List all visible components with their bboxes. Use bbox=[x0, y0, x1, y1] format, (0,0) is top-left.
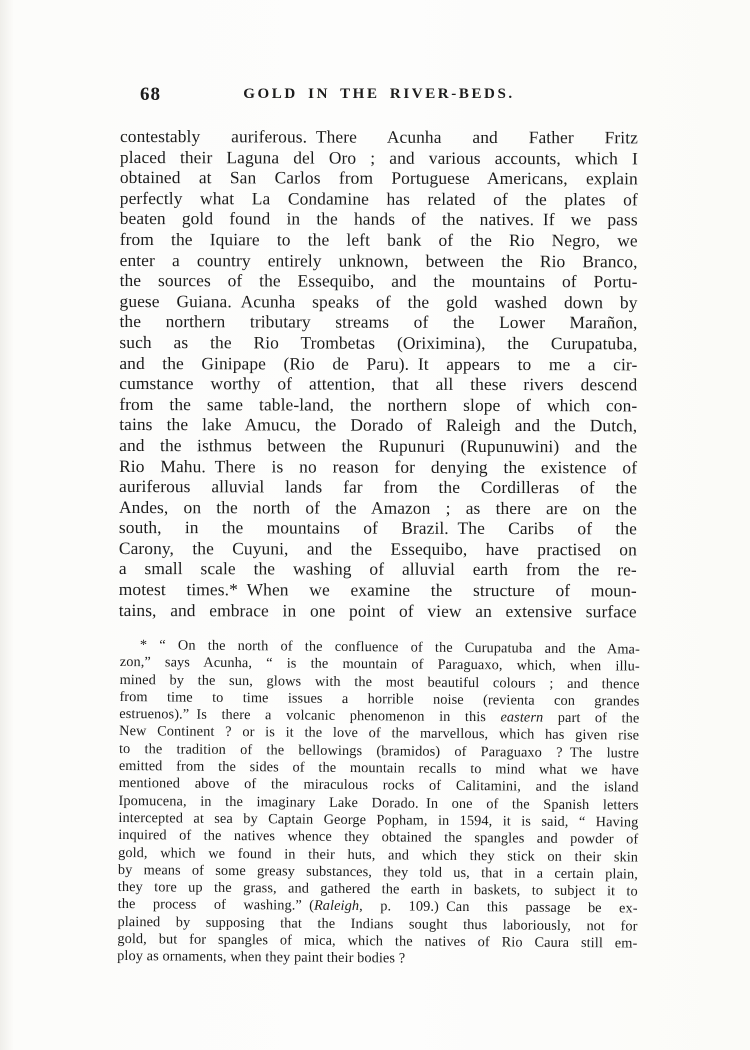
body-line: tains, and embrace in one point of view an extensive surface bbox=[118, 599, 637, 622]
footnote-line: gold, but for spangles of mica, which the natives of Rio Caura still em- bbox=[117, 931, 638, 952]
body-line: Rio Mahu. There is no reason for denying the existence of bbox=[119, 455, 638, 477]
footnote-line-segment: part of the bbox=[543, 709, 640, 727]
footnote-line: Ipomucena, in the imaginary Lake Dorado. In one of the Spanish letters bbox=[118, 792, 639, 814]
footnote-line-italic: Raleigh bbox=[313, 898, 360, 915]
body-line: such as the Rio Trombetas (Oriximina), the Curupatuba, bbox=[119, 331, 638, 354]
footnote-line: emitted from the sides of the mountain recalls to mind what we have bbox=[118, 758, 639, 779]
footnote-line: zon,” says Acunha, “ is the mountain of Paraguaxo, which, when illu- bbox=[119, 654, 640, 675]
footnote-line-segment: the process of washing.” ( bbox=[117, 896, 315, 915]
footnote-line: mentioned above of the miraculous rocks of Calitamini, and the island bbox=[118, 775, 639, 796]
body-line: the sources of the Essequibo, and the mountains of Portu- bbox=[119, 270, 638, 292]
body-line: Andes, on the north of the Amazon ; as there are on the bbox=[118, 496, 638, 519]
footnote-line: to the tradition of the bellowings (bramidos) of Paraguaxo ? The lustre bbox=[118, 740, 640, 762]
running-header bbox=[120, 84, 638, 106]
footnote-line-italic: eastern bbox=[500, 709, 544, 726]
body-line: perfectly what La Condamine has related of the plates of bbox=[119, 187, 638, 210]
body-line: obtained at San Carlos from Portuguese Americans, explain bbox=[119, 167, 638, 189]
page-number: 68 bbox=[140, 84, 161, 105]
body-line: from the Iquiare to the left bank of the Rio Negro, we bbox=[119, 228, 638, 251]
body-line: cumstance worthy of attention, that all these rivers descend bbox=[119, 373, 638, 395]
body-line: and the Ginipape (Rio de Paru). It appears to me a cir- bbox=[119, 352, 638, 374]
body-paragraph bbox=[119, 126, 638, 622]
body-line: contestably auriferous. There Acunha and Father Fritz bbox=[119, 126, 638, 148]
body-line: the northern tributary streams of the Lower Marañon, bbox=[119, 311, 638, 333]
footnote-line: intercepted at sea by Captain George Popham, in 1594, it is said, “ Having bbox=[118, 809, 639, 831]
footnote-line: from time to time issues a horrible noise (revienta con grandes bbox=[119, 688, 640, 710]
body-line: motest times.* When we examine the structure of moun- bbox=[118, 579, 637, 601]
body-line: and the isthmus between the Rupunuri (Rupunuwini) and the bbox=[119, 434, 638, 457]
footnote-line: they tore up the grass, and gathered the earth in baskets, to subject it to bbox=[117, 879, 638, 900]
footnote-line-segment: estruenos).” Is there a volcanic phenomenon in this bbox=[119, 706, 501, 726]
body-line: Carony, the Cuyuni, and the Essequibo, have practised on bbox=[118, 537, 637, 560]
footnote-line: New Continent ? or is it the love of the marvellous, which has given rise bbox=[119, 723, 640, 745]
footnote-line: * “ On the north of the confluence of the Curupatuba and the Ama- bbox=[139, 637, 640, 658]
body-line: south, in the mountains of Brazil. The Caribs of the bbox=[118, 517, 637, 539]
body-line: beaten gold found in the hands of the natives. If we pass bbox=[119, 208, 638, 230]
footnote-line: inquired of the natives whence they obtained the spangles and powder of bbox=[118, 827, 639, 848]
footnote-line: mined by the sun, glows with the most beautiful colours ; and thence bbox=[119, 671, 640, 693]
body-line: guese Guiana. Acunha speaks of the gold washed down by bbox=[119, 290, 638, 313]
body-line: auriferous alluvial lands far from the Cordilleras of the bbox=[119, 476, 638, 498]
footnote bbox=[117, 637, 640, 970]
footnote-line: gold, which we found in their huts, and which they stick on their skin bbox=[118, 844, 639, 866]
body-line: placed their Laguna del Oro ; and various accounts, which I bbox=[119, 146, 638, 168]
footnote-line: plained by supposing that the Indians sought thus laboriously, not for bbox=[117, 913, 638, 935]
body-line: a small scale the washing of alluvial earth from the re- bbox=[118, 558, 637, 580]
body-line: enter a country entirely unknown, between the Rio Branco, bbox=[119, 249, 638, 271]
footnote-line: ploy as ornaments, when they paint their bodies ? bbox=[117, 948, 406, 967]
footnote-line-segment: , p. 109.) Can this passage be ex- bbox=[359, 898, 638, 917]
footnote-line: by means of some greasy substances, they told us, that in a certain plain, bbox=[117, 861, 639, 883]
running-head-title: GOLD IN THE RIVER-BEDS. bbox=[243, 86, 515, 102]
body-line: from the same table-land, the northern slope of which con- bbox=[119, 393, 638, 416]
body-line: tains the lake Amucu, the Dorado of Raleigh and the Dutch, bbox=[119, 414, 638, 436]
